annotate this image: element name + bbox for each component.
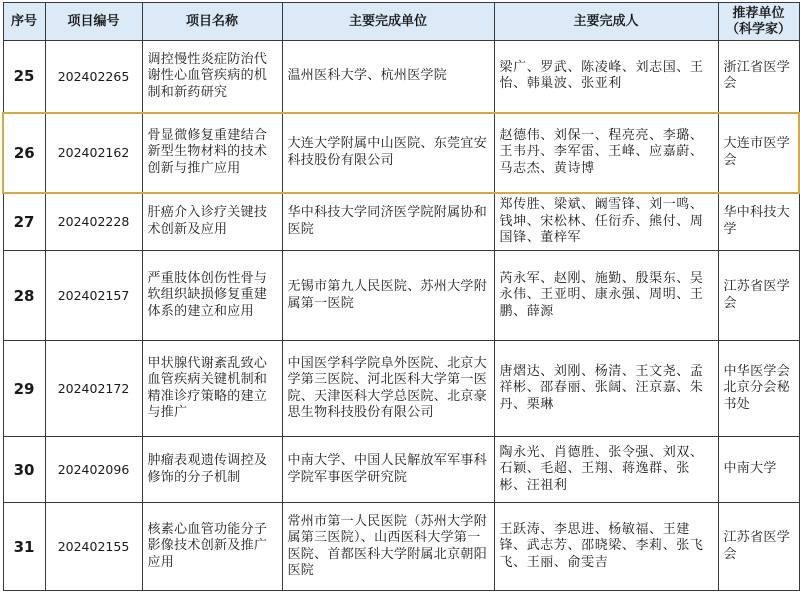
header-unit: 主要完成单位 [282, 3, 494, 41]
table-body [3, 41, 799, 591]
row-number: 31 [3, 503, 45, 591]
project-name: 甲状腺代谢紊乱致心血管疾病关键机制和精准诊疗策略的建立与推广 [142, 341, 282, 437]
table-row [3, 503, 799, 591]
header-code: 项目编号 [45, 3, 142, 41]
row-number: 30 [3, 437, 45, 503]
row-number: 29 [3, 341, 45, 437]
header-name: 项目名称 [142, 3, 282, 41]
project-code: 202402155 [45, 503, 142, 591]
completion-unit: 中国医学科学院阜外医院、北京大学第三医院、河北医科大学第一医院、天津医科大学总医院、北京豪思生物科技股份有限公司 [282, 341, 494, 437]
row-number: 27 [3, 193, 45, 251]
completion-unit: 常州市第一人民医院（苏州大学附属第三医院）、山西医科大学第一医院、首都医科大学附属北京朝阳医院 [282, 503, 494, 591]
completion-people: 陶永光、肖德胜、张令强、刘双、石颖、毛超、王翔、蒋逸群、张彬、汪祖利 [494, 437, 718, 503]
project-code: 202402162 [45, 113, 142, 193]
recommender: 浙江省医学会 [718, 41, 799, 113]
project-name: 核素心血管功能分子影像技术创新及推广应用 [142, 503, 282, 591]
header-no: 序号 [3, 3, 45, 41]
completion-unit: 大连大学附属中山医院、东莞宜安科技股份有限公司 [282, 113, 494, 193]
table-row-highlighted [3, 113, 799, 193]
project-code: 202402096 [45, 437, 142, 503]
project-code: 202402228 [45, 193, 142, 251]
completion-people: 王跃涛、李思进、杨敏福、王建锋、武志芳、邵晓梁、李莉、张飞飞、王丽、俞雯吉 [494, 503, 718, 591]
header-row [3, 3, 799, 41]
table-row [3, 193, 799, 251]
header-people: 主要完成人 [494, 3, 718, 41]
recommender: 中华医学会北京分会秘书处 [718, 341, 799, 437]
table-row [3, 437, 799, 503]
completion-unit: 华中科技大学同济医学院附属协和医院 [282, 193, 494, 251]
completion-people: 赵德伟、刘保一、程亮亮、李璐、王韦丹、李军雷、王峰、应嘉蔚、马志杰、黄诗博 [494, 113, 718, 193]
project-code: 202402265 [45, 41, 142, 113]
completion-people: 唐熠达、刘刚、杨清、王文尧、孟祥彬、邵春丽、张阔、汪京嘉、朱丹、栗琳 [494, 341, 718, 437]
table-row [3, 251, 799, 341]
project-name: 骨显微修复重建结合新型生物材料的技术创新与推广应用 [142, 113, 282, 193]
project-name: 调控慢性炎症防治代谢性心血管疾病的机制和新药研究 [142, 41, 282, 113]
row-number: 26 [3, 113, 45, 193]
table-row [3, 341, 799, 437]
completion-unit: 温州医科大学、杭州医学院 [282, 41, 494, 113]
project-name: 肝癌介入诊疗关键技术创新及应用 [142, 193, 282, 251]
recommender: 江苏省医学会 [718, 251, 799, 341]
recommender: 大连市医学会 [718, 113, 799, 193]
award-table [2, 2, 800, 591]
completion-people: 梁广、罗武、陈凌峰、刘志国、王怡、韩巢波、张亚利 [494, 41, 718, 113]
recommender: 江苏省医学会 [718, 503, 799, 591]
table-row [3, 41, 799, 113]
recommender: 华中科技大学 [718, 193, 799, 251]
completion-unit: 中南大学、中国人民解放军军事科学院军事医学研究院 [282, 437, 494, 503]
header-recommender: 推荐单位 （科学家） [718, 3, 799, 41]
completion-people: 芮永军、赵刚、施勤、殷渠东、吴永伟、王亚明、康永强、周明、王鹏、薛源 [494, 251, 718, 341]
project-code: 202402157 [45, 251, 142, 341]
project-name: 严重肢体创伤性骨与软组织缺损修复重建体系的建立和应用 [142, 251, 282, 341]
completion-unit: 无锡市第九人民医院、苏州大学附属第一医院 [282, 251, 494, 341]
row-number: 28 [3, 251, 45, 341]
project-name: 肿瘤表观遗传调控及修饰的分子机制 [142, 437, 282, 503]
table-header [3, 3, 799, 41]
row-number: 25 [3, 41, 45, 113]
recommender: 中南大学 [718, 437, 799, 503]
project-code: 202402172 [45, 341, 142, 437]
completion-people: 郑传胜、梁斌、阚雪锋、刘一鸣、钱坤、宋松林、任衍乔、熊付、周国锋、董梓军 [494, 193, 718, 251]
